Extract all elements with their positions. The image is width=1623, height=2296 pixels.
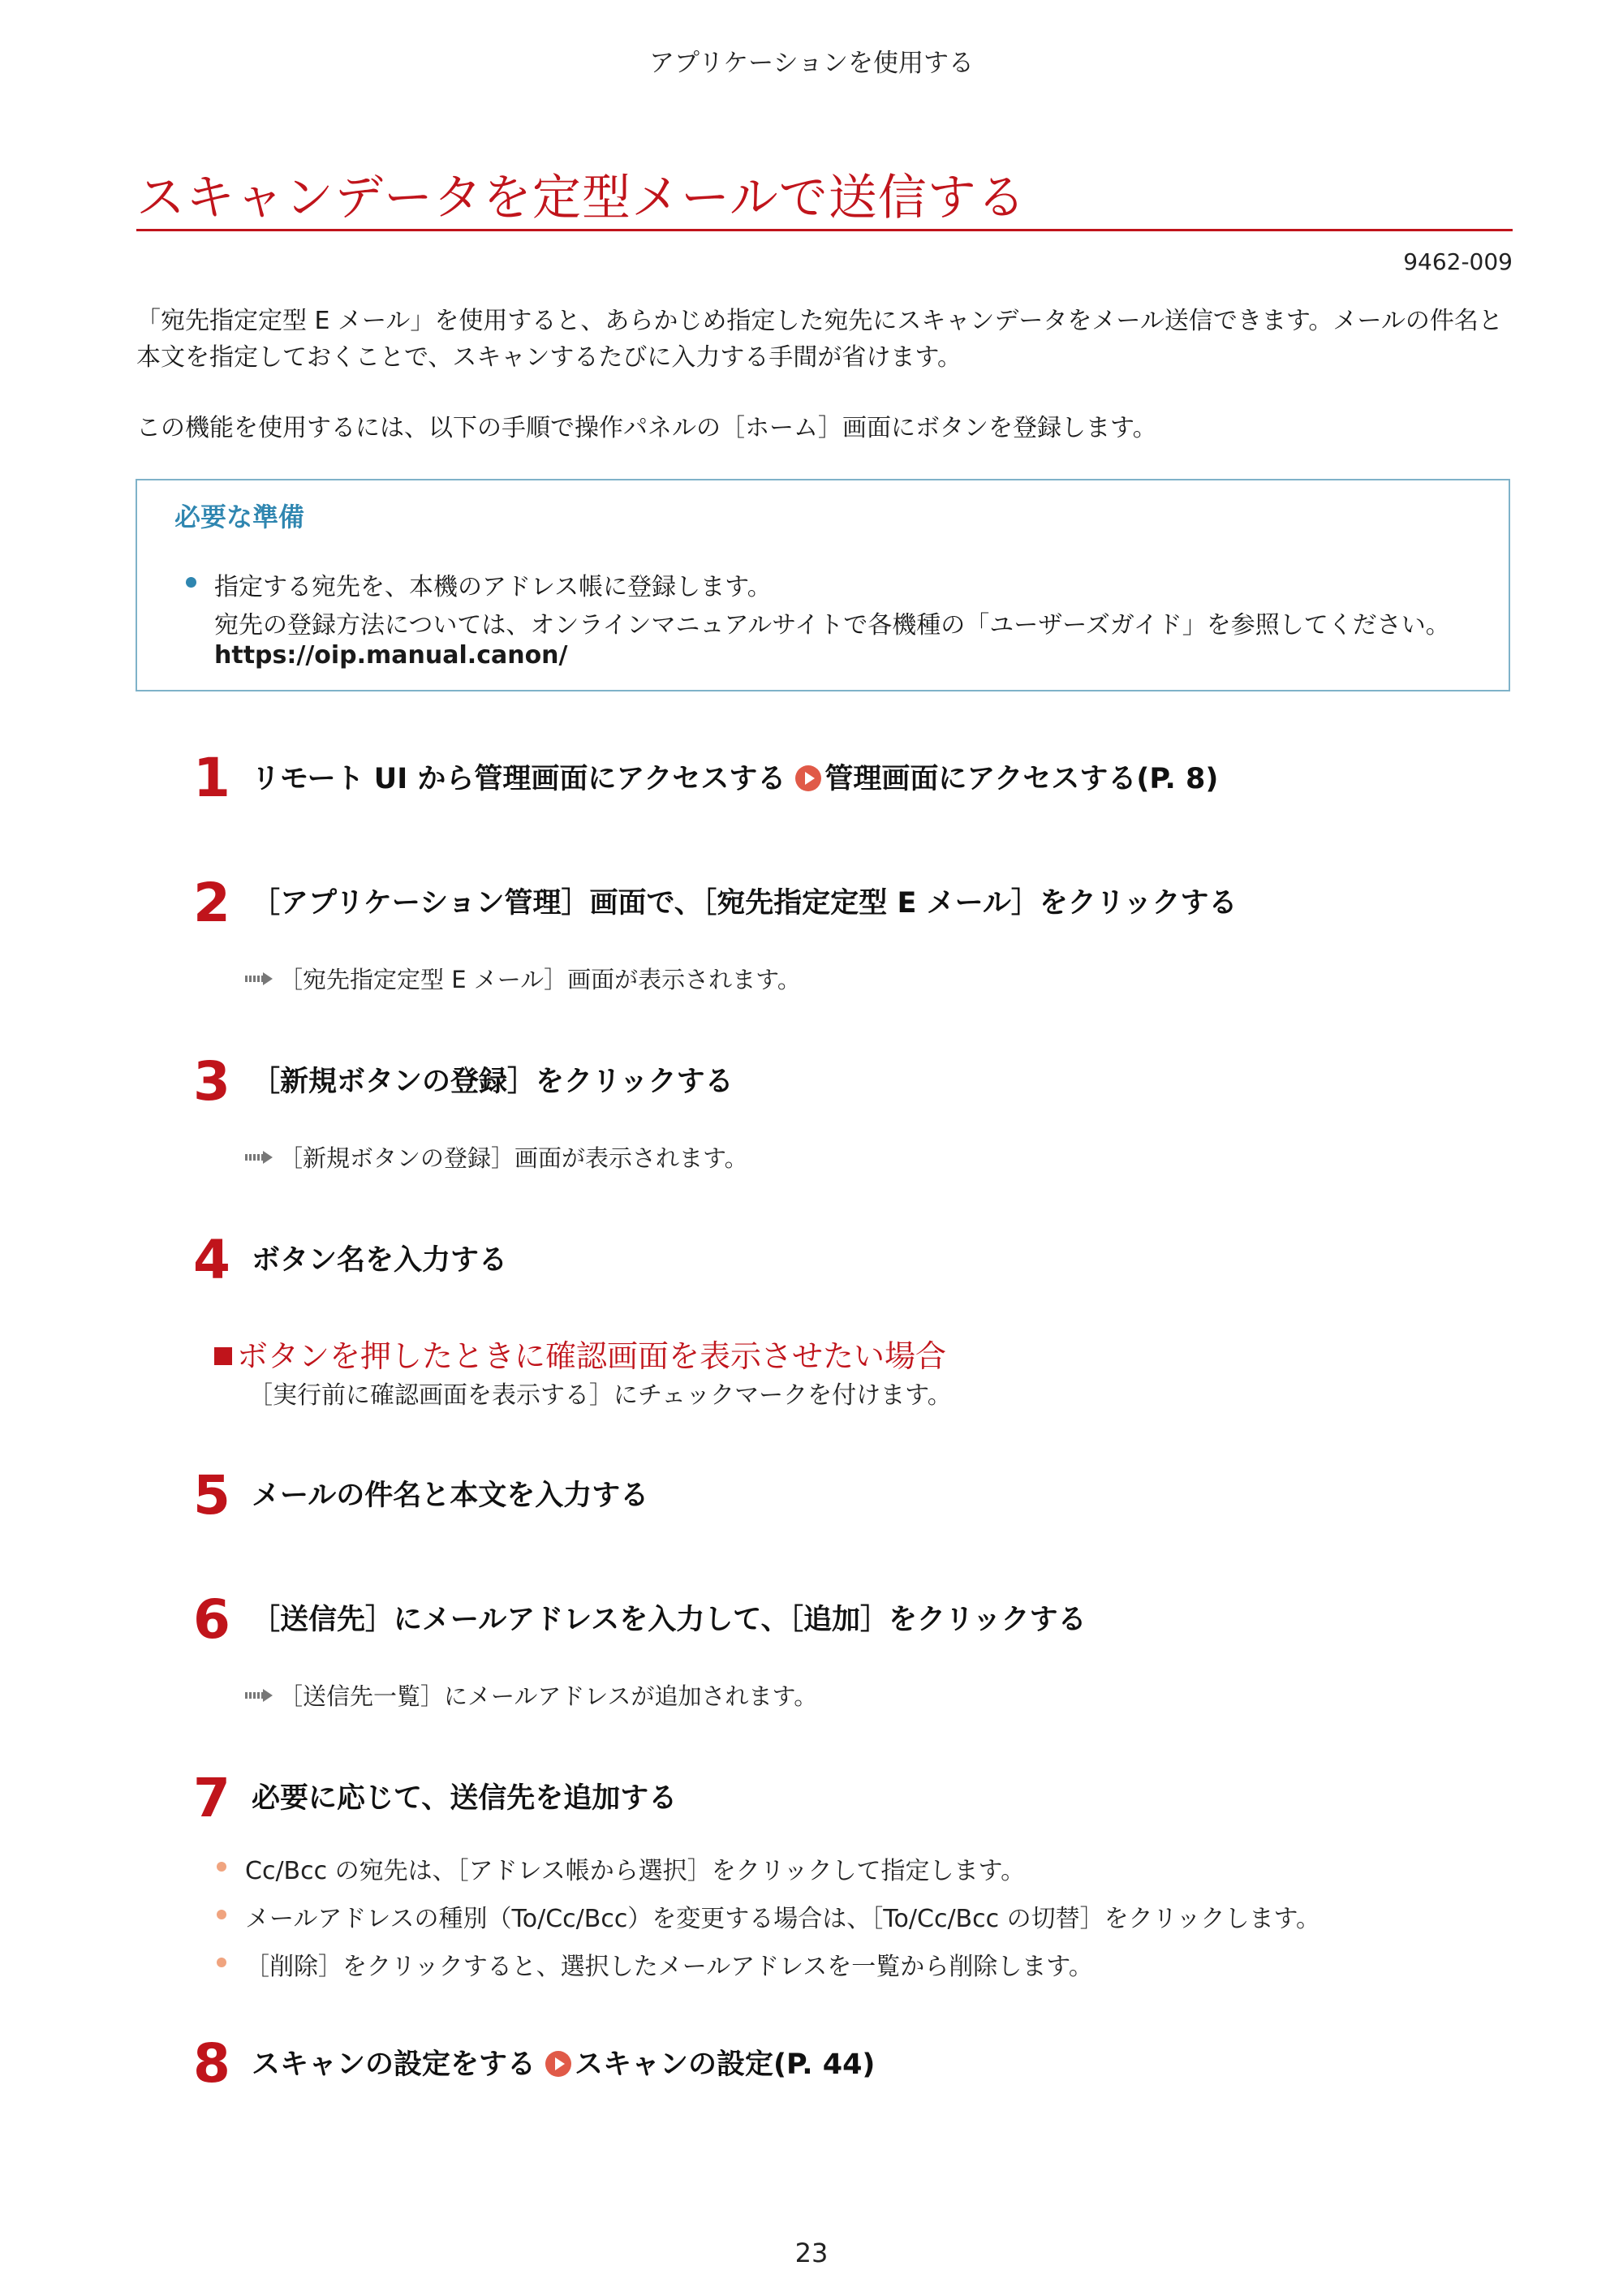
play-arrow-icon xyxy=(795,765,821,791)
step-1-text: リモート UI から管理画面にアクセスする xyxy=(252,763,786,795)
step-4-subbody: ［実行前に確認画面を表示する］にチェックマークを付けます。 xyxy=(248,1381,952,1410)
step-2-text: ［アプリケーション管理］画面で、［宛先指定定型 E メール］をクリックする xyxy=(252,887,1238,920)
play-arrow-icon xyxy=(545,2051,571,2077)
page-number: 23 xyxy=(794,2238,829,2268)
running-header: アプリケーションを使用する xyxy=(649,49,974,78)
intro-line-2: 本文を指定しておくことで、スキャンするたびに入力する手間が省けます。 xyxy=(136,343,962,372)
step-number-4: 4 xyxy=(193,1229,230,1291)
step-4-subheading xyxy=(214,1331,946,1376)
step-5-text: メールの件名と本文を入力する xyxy=(252,1480,649,1512)
title-underline xyxy=(136,229,1513,231)
step-7-bullet-1: Cc/Bcc の宛先は、［アドレス帳から選択］をクリックして指定します。 xyxy=(245,1857,1026,1885)
intro-line-3: この機能を使用するには、以下の手順で操作パネルの［ホーム］画面にボタンを登録します。 xyxy=(136,414,1157,442)
step-8-link[interactable]: スキャンの設定(P. 44) xyxy=(575,2048,876,2081)
step-number-8: 8 xyxy=(193,2032,230,2095)
page-title: スキャンデータを定型メールで送信する xyxy=(136,170,1027,226)
square-bullet-icon xyxy=(214,1347,232,1365)
step-2-result-text: ［宛先指定定型 E メール］画面が表示されます。 xyxy=(279,966,801,993)
result-arrow-icon xyxy=(245,1149,274,1165)
step-8-instruction xyxy=(252,2042,875,2083)
step-1-instruction xyxy=(252,756,1218,797)
step-6-result xyxy=(245,1678,817,1712)
step-1-link[interactable]: 管理画面にアクセスする(P. 8) xyxy=(824,763,1219,795)
step-6-text: ［送信先］にメールアドレスを入力して、［追加］をクリックする xyxy=(252,1604,1087,1636)
step-3-result xyxy=(245,1140,748,1174)
bullet-dot-icon xyxy=(186,577,196,588)
bullet-dot-icon xyxy=(217,1958,226,1967)
step-8-text: スキャンの設定をする xyxy=(252,2048,536,2081)
bullet-dot-icon xyxy=(217,1862,226,1872)
step-6-result-text: ［送信先一覧］にメールアドレスが追加されます。 xyxy=(279,1682,818,1710)
step-number-6: 6 xyxy=(193,1588,230,1651)
step-number-7: 7 xyxy=(193,1767,230,1829)
preparation-line-2: 宛先の登録方法については、オンラインマニュアルサイトで各機種の「ユーザーズガイド」を参照してください。 xyxy=(214,611,1450,640)
step-number-5: 5 xyxy=(193,1464,230,1527)
preparation-url-link[interactable]: https://oip.manual.canon/ xyxy=(214,641,568,670)
step-4-subheading-text: ボタンを押したときに確認画面を表示させたい場合 xyxy=(237,1338,947,1374)
result-arrow-icon xyxy=(245,971,274,987)
bullet-dot-icon xyxy=(217,1910,226,1919)
document-id: 9462-009 xyxy=(1403,248,1513,275)
step-7-text: 必要に応じて、送信先を追加する xyxy=(252,1782,678,1815)
step-3-text: ［新規ボタンの登録］をクリックする xyxy=(252,1066,734,1098)
intro-line-1: 「宛先指定定型 E メール」を使用すると、あらかじめ指定した宛先にスキャンデータをメール送信できます。メールの件名と xyxy=(136,307,1503,335)
preparation-title: 必要な準備 xyxy=(174,502,305,532)
result-arrow-icon xyxy=(245,1687,274,1704)
step-3-result-text: ［新規ボタンの登録］画面が表示されます。 xyxy=(279,1144,748,1172)
step-4-text: ボタン名を入力する xyxy=(252,1244,508,1277)
step-number-3: 3 xyxy=(193,1050,230,1113)
step-7-bullet-2: メールアドレスの種別（To/Cc/Bcc）を変更する場合は、［To/Cc/Bcc の切替］をクリックします。 xyxy=(245,1905,1321,1933)
step-2-result xyxy=(245,962,801,995)
step-7-bullet-3: ［削除］をクリックすると、選択したメールアドレスを一覧から削除します。 xyxy=(245,1953,1093,1981)
step-number-2: 2 xyxy=(193,872,230,934)
preparation-line-1: 指定する宛先を、本機のアドレス帳に登録します。 xyxy=(214,573,772,601)
step-number-1: 1 xyxy=(193,747,230,809)
